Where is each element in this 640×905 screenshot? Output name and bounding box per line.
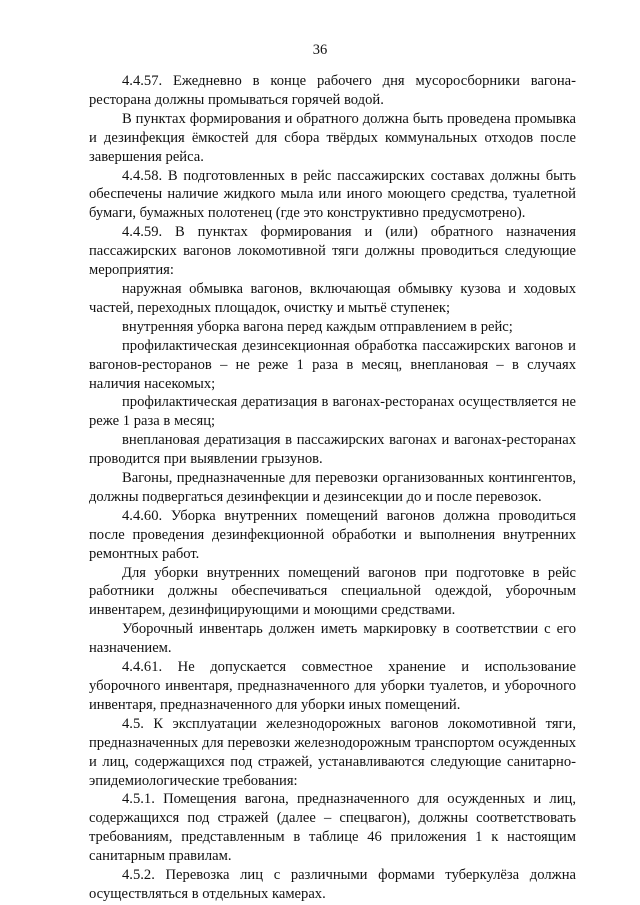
paragraph-4-5-2: 4.5.2. Перевозка лиц с различными формами туберкулёза должна осуществляться в отдельных камерах. bbox=[89, 867, 576, 902]
paragraph-4-4-59: 4.4.59. В пунктах формирования и (или) обратного назначения пассажирских вагонов локомотивной тяги должны проводиться следующие мероприятия: bbox=[89, 224, 576, 279]
page-number: 36 bbox=[312, 42, 328, 58]
list-item-unscheduled-deratization: внеплановая дератизация в пассажирских вагонах и вагонах-ресторанах проводится при выявлении грызунов. bbox=[89, 432, 576, 468]
paragraph-4-4-60: 4.4.60. Уборка внутренних помещений вагонов должна проводиться после проведения дезинфекционной обработки и выполнения внутренних ремонтных работ. bbox=[89, 507, 576, 562]
list-item-disinsection: профилактическая дезинсекционная обработка пассажирских вагонов и вагонов-ресторанов – не реже 1 раза в месяц, внеплановая – в случаях наличия насекомых; bbox=[89, 337, 576, 392]
paragraph-container-washing: В пунктах формирования и обратного должна быть проведена промывка и дезинфекция ёмкостей для сбора твёрдых коммунальных отходов после завершения рейса. bbox=[89, 110, 576, 165]
paragraph-equipment-marking: Уборочный инвентарь должен иметь маркировку в соответствии с его назначением. bbox=[89, 621, 576, 657]
paragraph-organized-contingents: Вагоны, предназначенные для перевозки организованных контингентов, должны подвергаться дезинфекции и дезинсекции до и после перевозок. bbox=[89, 470, 576, 505]
paragraph-4-5: 4.5. К эксплуатации железнодорожных вагонов локомотивной тяги, предназначенных для перевозки железнодорожным транспортом осужденных и лиц, содержащихся под стражей, устанавливаются следующие санитарно-эпидемиологические требования: bbox=[89, 715, 576, 789]
document-body bbox=[89, 72, 576, 904]
list-item-interior-cleaning: внутренняя уборка вагона перед каждым отправлением в рейс; bbox=[122, 318, 513, 335]
list-item-deratization: профилактическая дератизация в вагонах-ресторанах осуществляется не реже 1 раза в месяц; bbox=[89, 394, 576, 430]
paragraph-4-4-58: 4.4.58. В подготовленных в рейс пассажирских составах должны быть обеспечены наличие жидкого мыла или иного моющего средства, туалетной бумаги, бумажных полотенец (где это конструктивно предусмотрено). bbox=[89, 167, 576, 222]
paragraph-4-4-61: 4.4.61. Не допускается совместное хранение и использование уборочного инвентаря, предназначенного для уборки туалетов, и уборочного инвентаря, предназначенного для уборки иных помещений. bbox=[89, 659, 576, 713]
paragraph-4-5-1: 4.5.1. Помещения вагона, предназначенного для осужденных и лиц, содержащихся под стражей (далее – спецвагон), должны соответствовать требованиям, представленным в таблице 46 приложения 1 к настоящим санитарным правилам. bbox=[89, 791, 576, 865]
paragraph-cleaning-equipment: Для уборки внутренних помещений вагонов при подготовке в рейс работники должны обеспечиваться специальной одеждой, уборочным инвентарем, дезинфицирующими и моющими средствами. bbox=[89, 564, 576, 619]
paragraph-4-4-57: 4.4.57. Ежедневно в конце рабочего дня мусоросборники вагона-ресторана должны промываться горячей водой. bbox=[89, 73, 576, 108]
list-item-exterior-wash: наружная обмывка вагонов, включающая обмывку кузова и ходовых частей, переходных площадок, очистку и мытьё ступенек; bbox=[89, 280, 576, 316]
